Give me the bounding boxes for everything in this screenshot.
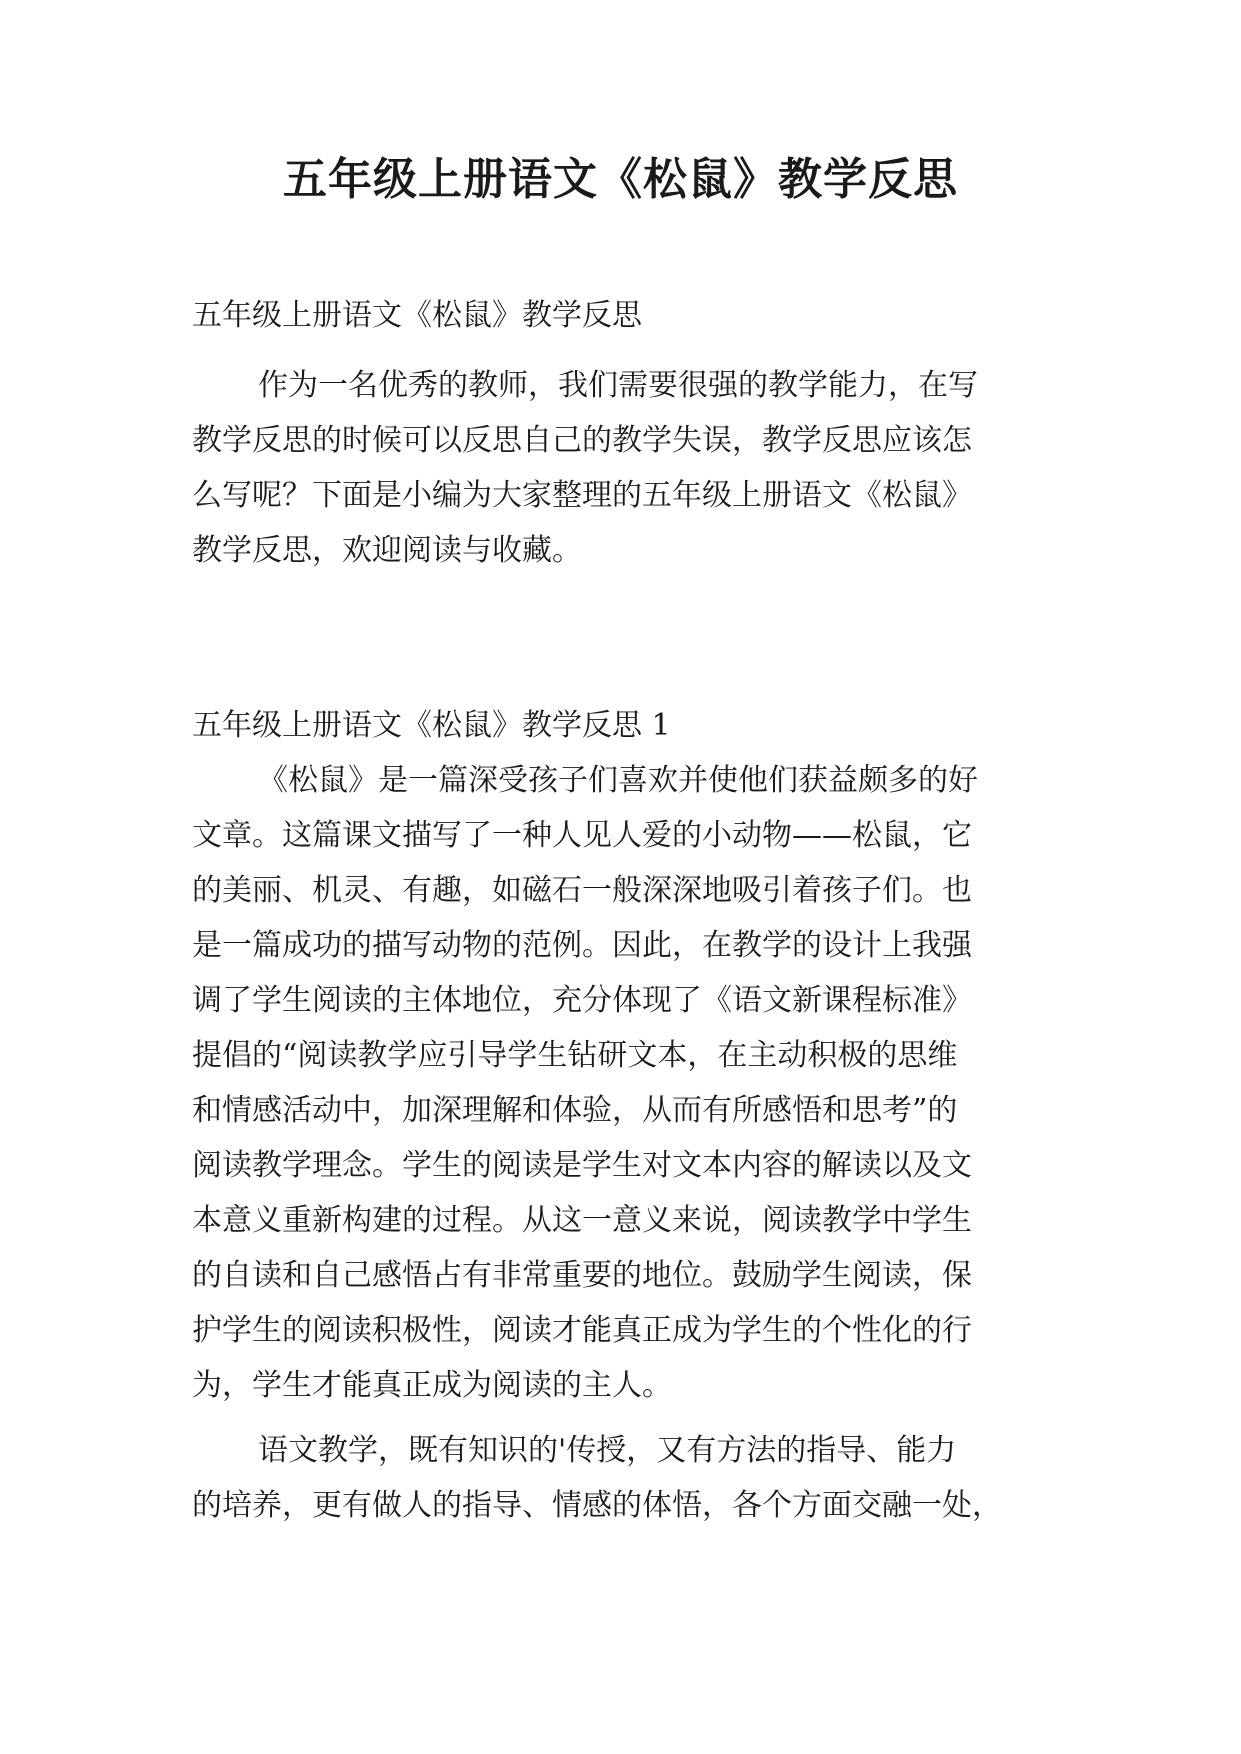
paragraph2-line: 语文教学，既有知识的'传授，又有方法的指导、能力: [258, 1433, 957, 1468]
section-line: 为，学生才能真正成为阅读的主人。: [192, 1368, 672, 1403]
document-title: 五年级上册语文《松鼠》教学反思: [283, 154, 958, 205]
intro-line: 教学反思的时候可以反思自己的教学失误，教学反思应该怎: [192, 423, 972, 458]
intro-line: 教学反思，欢迎阅读与收藏。: [192, 533, 582, 568]
section-line: 文章。这篇课文描写了一种人见人爱的小动物——松鼠，它: [192, 818, 972, 853]
paragraph2-line: 的培养，更有做人的指导、情感的体悟，各个方面交融一处，: [192, 1488, 1002, 1523]
section-line: 是一篇成功的描写动物的范例。因此，在教学的设计上我强: [192, 928, 972, 963]
section-line: 和情感活动中，加深理解和体验，从而有所感悟和思考”的: [192, 1093, 958, 1128]
section-line: 调了学生阅读的主体地位，充分体现了《语文新课程标准》: [192, 983, 972, 1018]
document-subtitle: 五年级上册语文《松鼠》教学反思: [192, 298, 642, 333]
section-heading: 五年级上册语文《松鼠》教学反思 1: [192, 708, 671, 743]
section-line: 护学生的阅读积极性，阅读才能真正成为学生的个性化的行: [192, 1313, 972, 1348]
section-line: 的美丽、机灵、有趣，如磁石一般深深地吸引着孩子们。也: [192, 873, 972, 908]
section-line: 提倡的“阅读教学应引导学生钻研文本，在主动积极的思维: [192, 1038, 958, 1073]
section-line: 本意义重新构建的过程。从这一意义来说，阅读教学中学生: [192, 1203, 972, 1238]
section-line: 阅读教学理念。学生的阅读是学生对文本内容的解读以及文: [192, 1148, 972, 1183]
section-line: 的自读和自己感悟占有非常重要的地位。鼓励学生阅读，保: [192, 1258, 972, 1293]
intro-line: 作为一名优秀的教师，我们需要很强的教学能力，在写: [258, 368, 978, 403]
intro-line: 么写呢？下面是小编为大家整理的五年级上册语文《松鼠》: [192, 478, 972, 513]
section-line: 《松鼠》是一篇深受孩子们喜欢并使他们获益颇多的好: [258, 763, 978, 798]
